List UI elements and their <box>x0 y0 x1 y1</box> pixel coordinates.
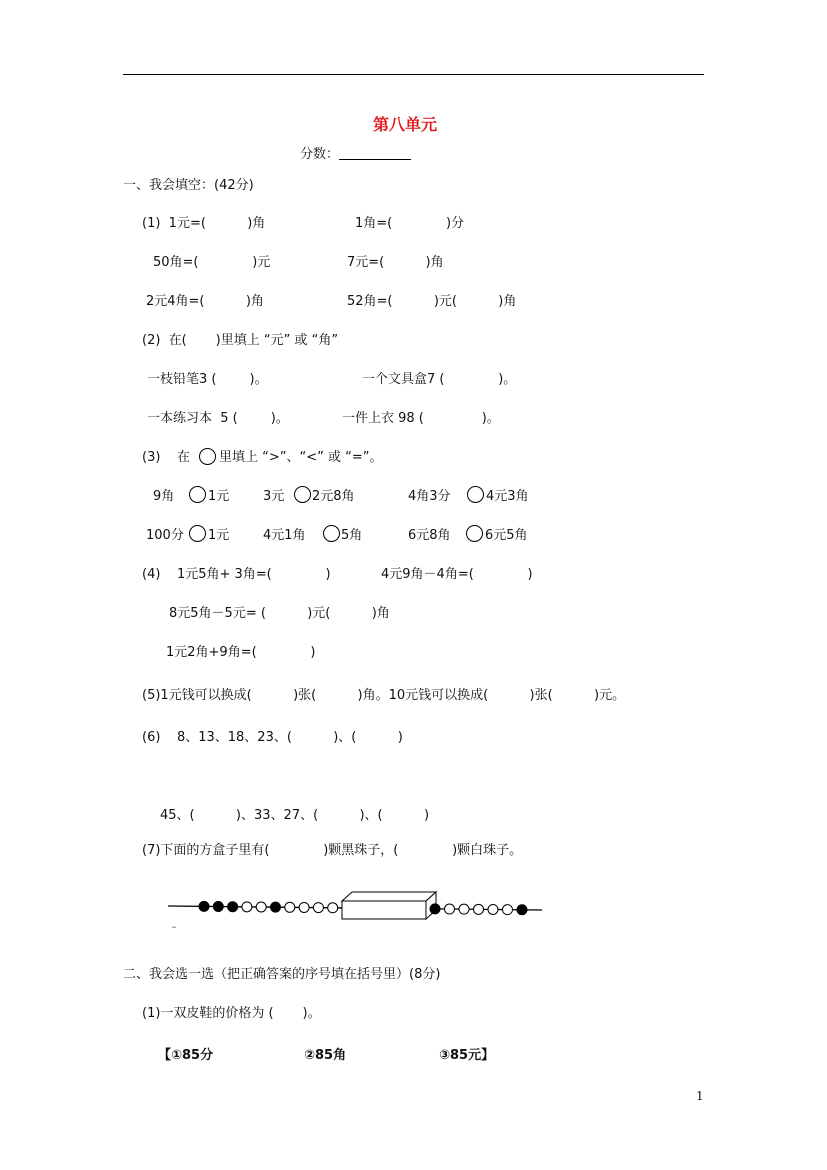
q3-r1-right1: 1元 <box>208 489 230 504</box>
compare-circle[interactable] <box>466 525 483 542</box>
black-bead <box>430 904 440 914</box>
q3-r1-left3: 4角3分 <box>408 489 451 504</box>
header-rule <box>123 74 704 75</box>
black-bead <box>271 902 281 912</box>
page-title: 第八单元 <box>373 115 438 134</box>
compare-circle[interactable] <box>294 486 311 503</box>
section1-heading: 一、我会填空：(42分) <box>123 178 254 193</box>
q2-row1-b: 一个文具盒7 ( )。 <box>362 372 517 387</box>
q1-row3-a: 2元4角=( )角 <box>146 294 264 309</box>
bead-string-figure <box>160 880 550 940</box>
q2-row2-a: 一本练习本 5 ( )。 <box>147 411 289 426</box>
white-bead <box>503 905 513 915</box>
q1-row2-a: 50角=( )元 <box>153 255 271 270</box>
q3-r1-right3: 4元3角 <box>486 489 529 504</box>
q4-row1-b: 4元9角－4角=( ) <box>381 567 533 582</box>
q1-row2-b: 7元=( )角 <box>347 255 444 270</box>
q3-r2-right3: 6元5角 <box>485 528 528 543</box>
s2-q1: (1)一双皮鞋的价格为 ( )。 <box>142 1006 321 1021</box>
q1-row3-b: 52角=( )元( )角 <box>347 294 517 309</box>
q6-row1: (6) 8、13、18、23、( )、( ) <box>142 730 403 745</box>
white-bead <box>256 902 266 912</box>
q3-r2-right2: 5角 <box>341 528 363 543</box>
q7: (7)下面的方盒子里有( )颗黑珠子，( )颗白珠子。 <box>142 843 523 858</box>
compare-circle[interactable] <box>467 486 484 503</box>
compare-circle[interactable] <box>189 486 206 503</box>
section2-heading: 二、我会选一选（把正确答案的序号填在括号里）(8分) <box>123 967 441 982</box>
box-icon <box>342 892 436 919</box>
q2-head: (2) 在( )里填上 “元” 或 “角” <box>142 333 339 348</box>
white-bead <box>299 902 309 912</box>
page-number: 1 <box>696 1089 704 1103</box>
q2-row1-a: 一枝铅笔3 ( )。 <box>147 372 268 387</box>
q3-head-a: (3) 在 <box>142 450 190 465</box>
q6-row2: 45、( )、33、27、( )、( ) <box>160 808 430 823</box>
compare-circle <box>199 448 216 465</box>
black-bead <box>199 901 209 911</box>
white-bead <box>445 904 455 914</box>
q4-row1-a: (4) 1元5角+ 3角=( ) <box>142 567 331 582</box>
score-label: 分数： <box>300 147 340 162</box>
compare-circle[interactable] <box>189 525 206 542</box>
white-bead <box>474 904 484 914</box>
q3-r1-left1: 9角 <box>153 489 175 504</box>
score-line <box>300 147 411 163</box>
q1-row1-a: (1) 1元=( )角 <box>142 216 266 231</box>
compare-circle[interactable] <box>323 525 340 542</box>
q4-row2: 8元5角－5元= ( )元( )角 <box>169 606 390 621</box>
q3-r1-right2: 2元8角 <box>312 489 355 504</box>
white-bead <box>242 902 252 912</box>
option-a: 【①85分 <box>158 1048 214 1063</box>
q3-r2-left1: 100分 <box>146 528 184 543</box>
q3-r2-left3: 6元8角 <box>408 528 451 543</box>
q3-r2-right1: 1元 <box>208 528 230 543</box>
q1-row1-b: 1角=( )分 <box>355 216 465 231</box>
black-bead <box>228 902 238 912</box>
white-bead <box>488 904 498 914</box>
black-bead <box>517 905 527 915</box>
tiny-mark: ᵃᵃ <box>172 926 176 932</box>
q3-head-b: 里填上 “>”、“<” 或 “=”。 <box>219 450 383 465</box>
q4-row3: 1元2角+9角=( ) <box>166 645 316 660</box>
score-blank <box>339 147 411 160</box>
q3-r2-left2: 4元1角 <box>263 528 306 543</box>
option-c: ③85元】 <box>439 1048 495 1063</box>
q3-r1-left2: 3元 <box>263 489 285 504</box>
white-bead <box>285 902 295 912</box>
black-bead <box>213 902 223 912</box>
white-bead <box>328 903 338 913</box>
q2-row2-b: 一件上衣 98 ( )。 <box>342 411 500 426</box>
white-bead <box>313 903 323 913</box>
q5: (5)1元钱可以换成( )张( )角。10元钱可以换成( )张( )元。 <box>142 688 626 703</box>
option-b: ②85角 <box>304 1048 347 1063</box>
white-bead <box>459 904 469 914</box>
